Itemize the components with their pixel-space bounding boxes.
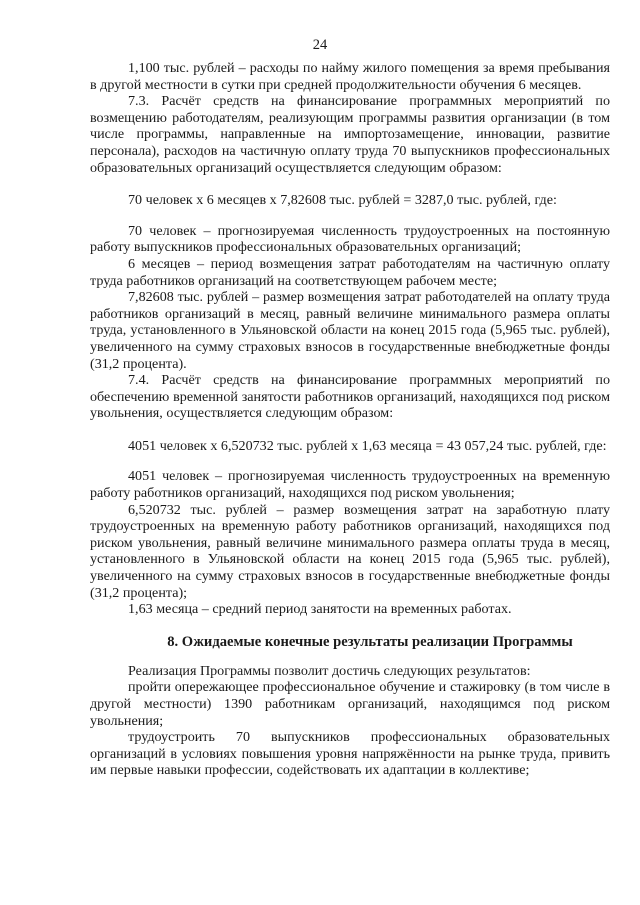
formula: 4051 человек x 6,520732 тыс. рублей x 1,63 месяца = 43 057,24 тыс. рублей, где:: [128, 437, 607, 454]
page-number: 24: [312, 37, 328, 53]
paragraph: 70 человек – прогнозируемая численность трудоустроенных на постоянную работу выпускников профессиональных образовательных организаций;: [90, 222, 610, 256]
paragraph: 7,82608 тыс. рублей – размер возмещения затрат работодателей на оплату труда работников организаций в месяц, равный величине минимального размера оплаты труда, установленного в Ульяновской области на конец 2015 года (5,965 тыс. рублей), увеличенного на сумму страховых взносов в государственные внебюджетные фонды (31,2 процента).: [90, 289, 610, 372]
paragraph: 7.4. Расчёт средств на финансирование программных мероприятий по обеспечению временной занятости работников организаций, находящихся под риском увольнения, осуществляется следующим образом:: [90, 372, 610, 422]
paragraph: трудоустроить 70 выпускников профессиональных образовательных организаций в условиях повышения уровня напряжённости на рынке труда, привить им первые навыки профессии, содействовать их адаптации в коллективе;: [90, 729, 610, 779]
paragraph: 6,520732 тыс. рублей – размер возмещения затрат на заработную плату трудоустроенных на временную работу работников организаций, находящихся под риском увольнения, равный величине минимального размера оплаты труда в месяц, установленного в Ульяновской области на конец 2015 года (5,965 тыс. рублей), увеличенного на сумму страховых взносов в государственные внебюджетные фонды (31,2 процента);: [90, 501, 610, 601]
paragraph: 1,100 тыс. рублей – расходы по найму жилого помещения за время пребывания в другой местности в сутки при средней продолжительности обучения 6 месяцев.: [90, 60, 610, 93]
paragraph: 7.3. Расчёт средств на финансирование программных мероприятий по возмещению работодателям, реализующим программы развития организации (в том числе программы, направленные на импортозамещение, инновации, развитие персонала), расходов на частичную оплату труда 70 выпускников профессиональных образовательных организаций осуществляется следующим образом:: [90, 93, 610, 176]
paragraph: Реализация Программы позволит достичь следующих результатов:: [128, 662, 531, 679]
section-heading: 8. Ожидаемые конечные результаты реализации Программы: [167, 633, 573, 650]
paragraph: 1,63 месяца – средний период занятости на временных работах.: [128, 601, 512, 618]
document-body: [90, 60, 610, 779]
paragraph: 4051 человек – прогнозируемая численность трудоустроенных на временную работу работников организаций, находящихся под риском увольнения;: [90, 468, 610, 502]
paragraph: пройти опережающее профессиональное обучение и стажировку (в том числе в другой местности) 1390 работникам организаций, находящимся под риском увольнения;: [90, 679, 610, 729]
paragraph: 6 месяцев – период возмещения затрат работодателям на частичную оплату труда работников организаций на соответствующем рабочем месте;: [90, 255, 610, 289]
formula: 70 человек x 6 месяцев x 7,82608 тыс. рублей = 3287,0 тыс. рублей, где:: [128, 192, 557, 209]
